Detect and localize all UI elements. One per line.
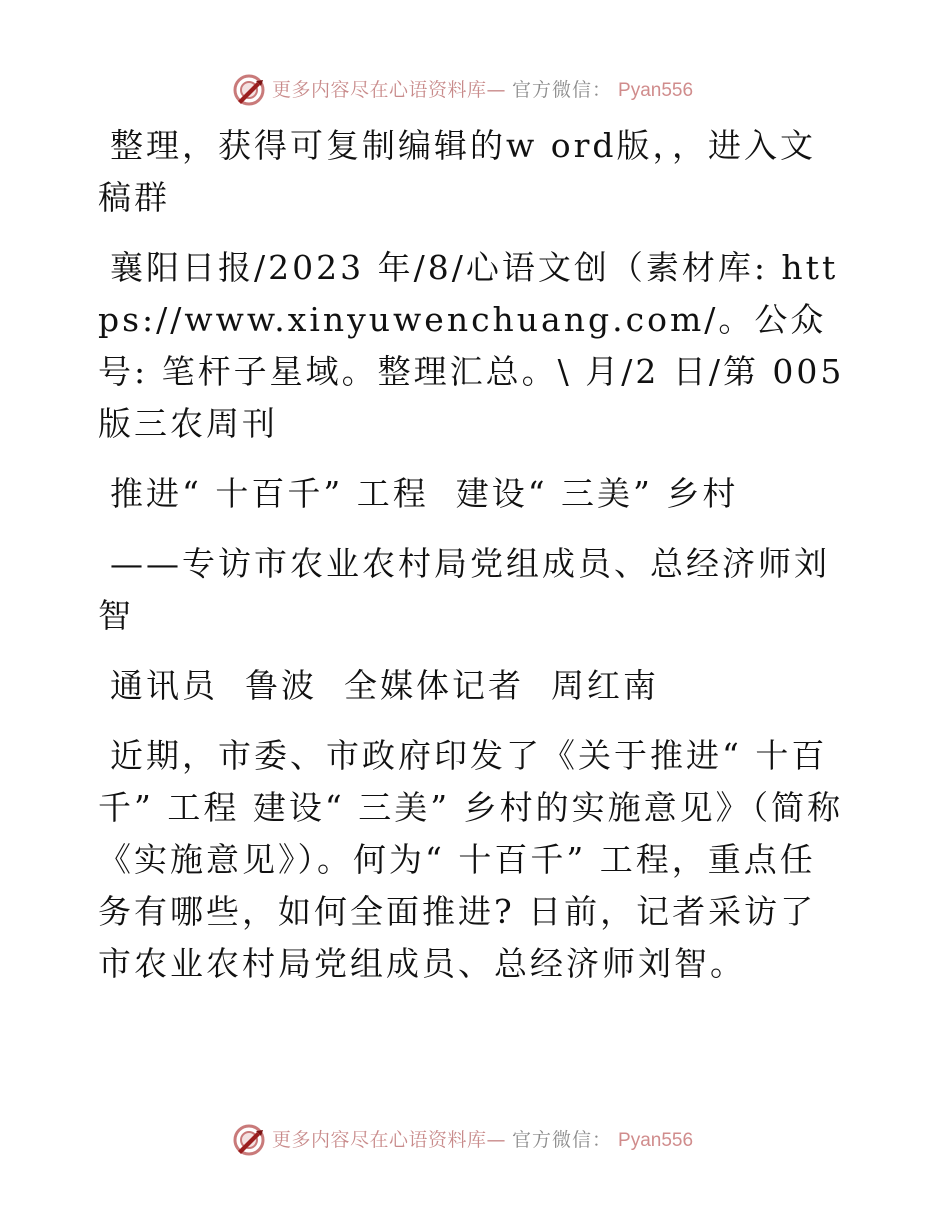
watermark-text: 更多内容尽在心语资料库—: [272, 1128, 507, 1151]
watermark-wechat-label: 官方微信：: [512, 1128, 613, 1151]
pen-logo-icon: [232, 73, 266, 107]
article-byline: 通讯员 鲁波 全媒体记者 周红南: [110, 666, 659, 705]
header-watermark: [232, 73, 752, 107]
watermark-text: 更多内容尽在心语资料库—: [272, 78, 507, 101]
document-body: [98, 120, 858, 1008]
watermark-wechat-id: Pyan556: [618, 79, 694, 101]
watermark-wechat-id: Pyan556: [618, 1129, 694, 1151]
article-subtitle: ——专访市农业农村局党组成员、总经济师刘智: [98, 544, 830, 635]
source-info: 襄阳日报/2023 年/8/心语文创（素材库: https://www.xinyuwenchuang.com/。公众号: 笔杆子星域。整理汇总。\ 月/2 日/第 005 版三农周刊: [98, 248, 858, 443]
article-title: 推进“ 十百千” 工程 建设“ 三美” 乡村: [110, 474, 739, 513]
pen-logo-icon: [232, 1123, 266, 1157]
footer-watermark: [232, 1123, 752, 1157]
article-lead-paragraph: 近期，市委、市政府印发了《关于推进“ 十百千” 工程 建设“ 三美” 乡村的实施意见》（简称《实施意见》）。何为“ 十百千” 工程，重点任务有哪些，如何全面推进? 日前，记者采访了市农业农村局党组成员、总经济师刘智。: [98, 736, 844, 983]
watermark-wechat-label: 官方微信：: [512, 78, 613, 101]
intro-note: 整理，获得可复制编辑的w ord版，，进入文稿群: [98, 126, 817, 217]
